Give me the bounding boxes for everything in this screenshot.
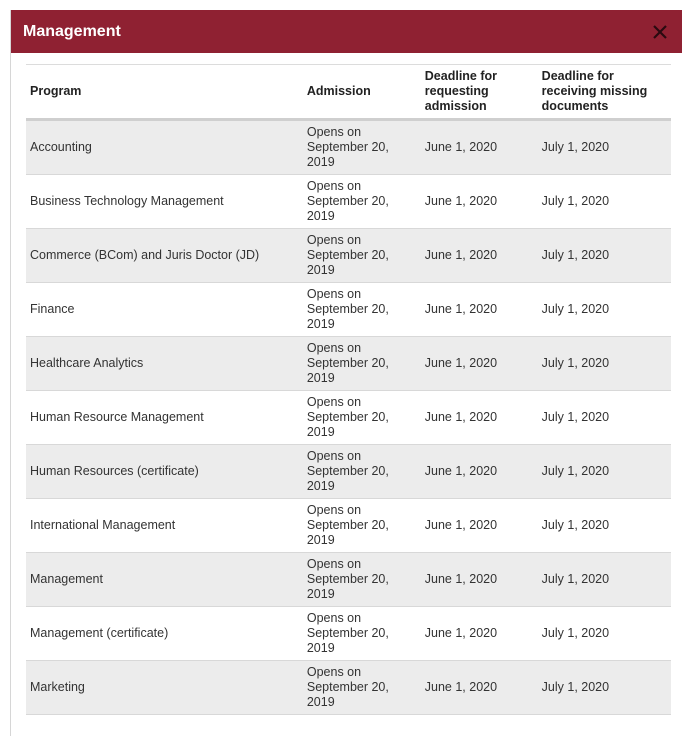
table-header-row — [26, 65, 671, 120]
table-row — [26, 229, 671, 283]
admission-cell: Opens on September 20, 2019 — [303, 499, 421, 553]
deadline-request-cell: June 1, 2020 — [421, 175, 538, 229]
deadline-request-cell: June 1, 2020 — [421, 445, 538, 499]
program-cell: Healthcare Analytics — [26, 337, 303, 391]
deadline-documents-cell: July 1, 2020 — [538, 229, 671, 283]
deadline-request-cell: June 1, 2020 — [421, 229, 538, 283]
admission-cell: Opens on September 20, 2019 — [303, 229, 421, 283]
deadline-documents-cell: July 1, 2020 — [538, 283, 671, 337]
table-row — [26, 607, 671, 661]
deadline-request-cell: June 1, 2020 — [421, 120, 538, 175]
program-cell: Commerce (BCom) and Juris Doctor (JD) — [26, 229, 303, 283]
program-cell: Management (certificate) — [26, 607, 303, 661]
program-cell: Marketing — [26, 661, 303, 715]
table-body — [26, 120, 671, 715]
deadline-documents-cell: July 1, 2020 — [538, 175, 671, 229]
header-deadline-documents: Deadline for receiving missing documents — [538, 65, 671, 120]
table-row — [26, 445, 671, 499]
table-row — [26, 553, 671, 607]
program-cell: Management — [26, 553, 303, 607]
header-deadline-request: Deadline for requesting admission — [421, 65, 538, 120]
table-row — [26, 283, 671, 337]
deadline-documents-cell: July 1, 2020 — [538, 661, 671, 715]
program-cell: Accounting — [26, 120, 303, 175]
close-button[interactable] — [650, 22, 670, 42]
table-row — [26, 337, 671, 391]
table-row — [26, 499, 671, 553]
table-row — [26, 120, 671, 175]
program-dialog — [10, 10, 682, 736]
deadline-request-cell: June 1, 2020 — [421, 391, 538, 445]
admission-cell: Opens on September 20, 2019 — [303, 120, 421, 175]
deadline-documents-cell: July 1, 2020 — [538, 499, 671, 553]
deadline-documents-cell: July 1, 2020 — [538, 120, 671, 175]
table-row — [26, 661, 671, 715]
program-cell: Human Resources (certificate) — [26, 445, 303, 499]
table-row — [26, 175, 671, 229]
program-cell: International Management — [26, 499, 303, 553]
admission-cell: Opens on September 20, 2019 — [303, 445, 421, 499]
deadline-documents-cell: July 1, 2020 — [538, 391, 671, 445]
deadline-request-cell: June 1, 2020 — [421, 661, 538, 715]
header-program: Program — [26, 65, 303, 120]
admission-cell: Opens on September 20, 2019 — [303, 607, 421, 661]
table-row — [26, 391, 671, 445]
dialog-header — [11, 10, 682, 53]
deadline-documents-cell: July 1, 2020 — [538, 337, 671, 391]
dialog-title: Management — [23, 22, 121, 40]
admission-cell: Opens on September 20, 2019 — [303, 391, 421, 445]
admission-cell: Opens on September 20, 2019 — [303, 337, 421, 391]
admission-cell: Opens on September 20, 2019 — [303, 553, 421, 607]
admission-cell: Opens on September 20, 2019 — [303, 283, 421, 337]
admission-cell: Opens on September 20, 2019 — [303, 175, 421, 229]
deadline-request-cell: June 1, 2020 — [421, 499, 538, 553]
program-cell: Finance — [26, 283, 303, 337]
deadline-documents-cell: July 1, 2020 — [538, 607, 671, 661]
deadline-request-cell: June 1, 2020 — [421, 607, 538, 661]
deadlines-table — [26, 64, 671, 715]
close-icon — [650, 22, 670, 42]
program-cell: Business Technology Management — [26, 175, 303, 229]
deadline-request-cell: June 1, 2020 — [421, 337, 538, 391]
deadlines-table-container — [26, 64, 671, 715]
deadline-request-cell: June 1, 2020 — [421, 283, 538, 337]
admission-cell: Opens on September 20, 2019 — [303, 661, 421, 715]
program-cell: Human Resource Management — [26, 391, 303, 445]
header-admission: Admission — [303, 65, 421, 120]
deadline-documents-cell: July 1, 2020 — [538, 553, 671, 607]
deadline-documents-cell: July 1, 2020 — [538, 445, 671, 499]
deadline-request-cell: June 1, 2020 — [421, 553, 538, 607]
